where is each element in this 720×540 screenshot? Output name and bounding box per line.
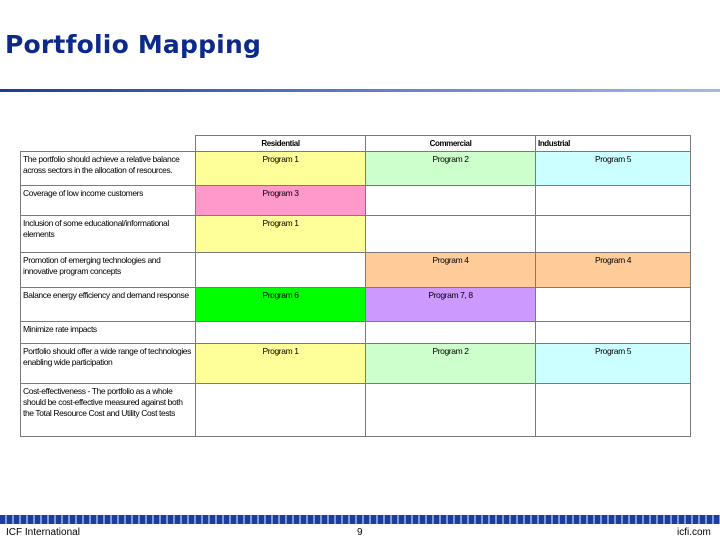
footer-website: icfi.com bbox=[677, 527, 711, 538]
table-row bbox=[21, 186, 691, 215]
industrial-cell: Program 4 bbox=[536, 253, 691, 288]
table-header-row bbox=[21, 136, 691, 152]
objective-cell: Promotion of emerging technologies and innovative program concepts bbox=[21, 253, 196, 288]
table-row bbox=[21, 288, 691, 321]
industrial-cell bbox=[536, 384, 691, 437]
industrial-cell: Program 5 bbox=[536, 152, 691, 186]
table-row bbox=[21, 384, 691, 437]
commercial-cell bbox=[366, 186, 536, 215]
page-number: 9 bbox=[357, 527, 363, 538]
commercial-cell bbox=[366, 215, 536, 252]
objective-cell: Minimize rate impacts bbox=[21, 321, 196, 343]
table-row bbox=[21, 215, 691, 252]
objective-cell: Cost-effectiveness - The portfolio as a whole should be cost-effective measured against both the Total Resource Cost and Utility Cost tests bbox=[21, 384, 196, 437]
header-empty bbox=[21, 136, 196, 152]
footer-company: ICF International bbox=[6, 527, 80, 538]
industrial-cell bbox=[536, 321, 691, 343]
header-industrial: Industrial bbox=[536, 136, 691, 152]
residential-cell: Program 1 bbox=[196, 152, 366, 186]
footer-band bbox=[0, 515, 720, 524]
objective-cell: The portfolio should achieve a relative balance across sectors in the allocation of resources. bbox=[21, 152, 196, 186]
residential-cell: Program 3 bbox=[196, 186, 366, 215]
header-residential: Residential bbox=[196, 136, 366, 152]
portfolio-mapping-table bbox=[20, 135, 691, 437]
slide-title: Portfolio Mapping bbox=[5, 30, 262, 59]
residential-cell bbox=[196, 253, 366, 288]
table-row bbox=[21, 152, 691, 186]
table-row bbox=[21, 321, 691, 343]
commercial-cell: Program 2 bbox=[366, 152, 536, 186]
objective-cell: Portfolio should offer a wide range of technologies enabling wide participation bbox=[21, 343, 196, 383]
industrial-cell bbox=[536, 288, 691, 321]
commercial-cell bbox=[366, 384, 536, 437]
objective-cell: Balance energy efficiency and demand response bbox=[21, 288, 196, 321]
objective-cell: Coverage of low income customers bbox=[21, 186, 196, 215]
header-commercial: Commercial bbox=[366, 136, 536, 152]
industrial-cell bbox=[536, 215, 691, 252]
commercial-cell: Program 2 bbox=[366, 343, 536, 383]
residential-cell: Program 6 bbox=[196, 288, 366, 321]
residential-cell bbox=[196, 384, 366, 437]
residential-cell: Program 1 bbox=[196, 215, 366, 252]
industrial-cell: Program 5 bbox=[536, 343, 691, 383]
commercial-cell: Program 7, 8 bbox=[366, 288, 536, 321]
commercial-cell: Program 4 bbox=[366, 253, 536, 288]
industrial-cell bbox=[536, 186, 691, 215]
table-row bbox=[21, 253, 691, 288]
title-rule bbox=[0, 89, 720, 92]
residential-cell bbox=[196, 321, 366, 343]
commercial-cell bbox=[366, 321, 536, 343]
table-row bbox=[21, 343, 691, 383]
residential-cell: Program 1 bbox=[196, 343, 366, 383]
objective-cell: Inclusion of some educational/informational elements bbox=[21, 215, 196, 252]
